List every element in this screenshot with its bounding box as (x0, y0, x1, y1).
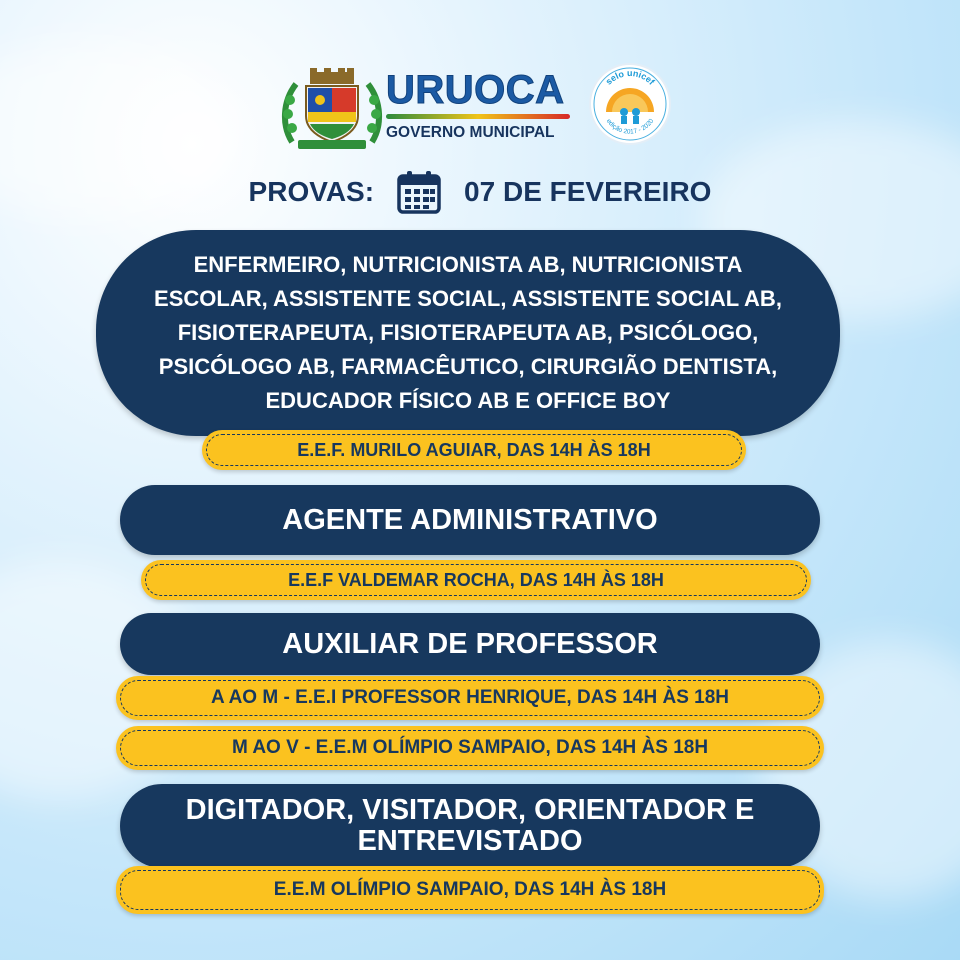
header (280, 62, 680, 152)
roles-text: ENFERMEIRO, NUTRICIONISTA AB, NUTRICIONISTA ESCOLAR, ASSISTENTE SOCIAL, ASSISTENTE SOCIAL AB, FISIOTERAPEUTA, FISIOTERAPEUTA AB, PSICÓLOGO, PSICÓLOGO AB, FARMACÊUTICO, CIRURGIÃO DENTISTA, EDUCADOR FÍSICO AB E OFFICE BOY (154, 252, 782, 413)
location-badge (116, 726, 824, 770)
brand-underline (386, 114, 570, 119)
calendar-icon (396, 169, 442, 215)
location-badge (116, 676, 824, 720)
location-text: E.E.F. MURILO AGUIAR, DAS 14H ÀS 18H (297, 439, 651, 460)
location-badge (116, 866, 824, 914)
roles-panel-digitizer (120, 784, 820, 868)
roles-panel-admin (120, 485, 820, 555)
brand-title: URUOCA (386, 68, 565, 112)
location-text: E.E.M OLÍMPIO SAMPAIO, DAS 14H ÀS 18H (273, 879, 667, 900)
municipal-crest-icon (280, 66, 384, 152)
seal-bottom-text: edição 2017 - 2020 (604, 117, 656, 136)
location-text: M AO V - E.E.M OLÍMPIO SAMPAIO, DAS 14H ÀS 18H (231, 737, 709, 758)
exam-date-row (0, 168, 960, 216)
exam-date: 07 DE FEVEREIRO (464, 176, 712, 207)
roles-panel-health (96, 230, 840, 436)
brand-subtitle: GOVERNO MUNICIPAL (386, 124, 555, 141)
roles-text: AUXILIAR DE PROFESSOR (282, 627, 658, 660)
seal-top-text: selo unicef (603, 67, 657, 87)
location-text: A AO M - E.E.I PROFESSOR HENRIQUE, DAS 14H ÀS 18H (210, 687, 730, 708)
location-badge (202, 430, 746, 470)
exam-label: PROVAS: (248, 176, 375, 207)
roles-text: AGENTE ADMINISTRATIVO (282, 503, 658, 536)
location-text: E.E.F VALDEMAR ROCHA, DAS 14H ÀS 18H (288, 569, 664, 590)
roles-panel-teacher-aide (120, 613, 820, 675)
location-badge (141, 560, 811, 600)
roles-text: DIGITADOR, VISITADOR, ORIENTADOR E ENTREVISTADO (185, 794, 755, 857)
unicef-seal-icon (588, 62, 672, 146)
